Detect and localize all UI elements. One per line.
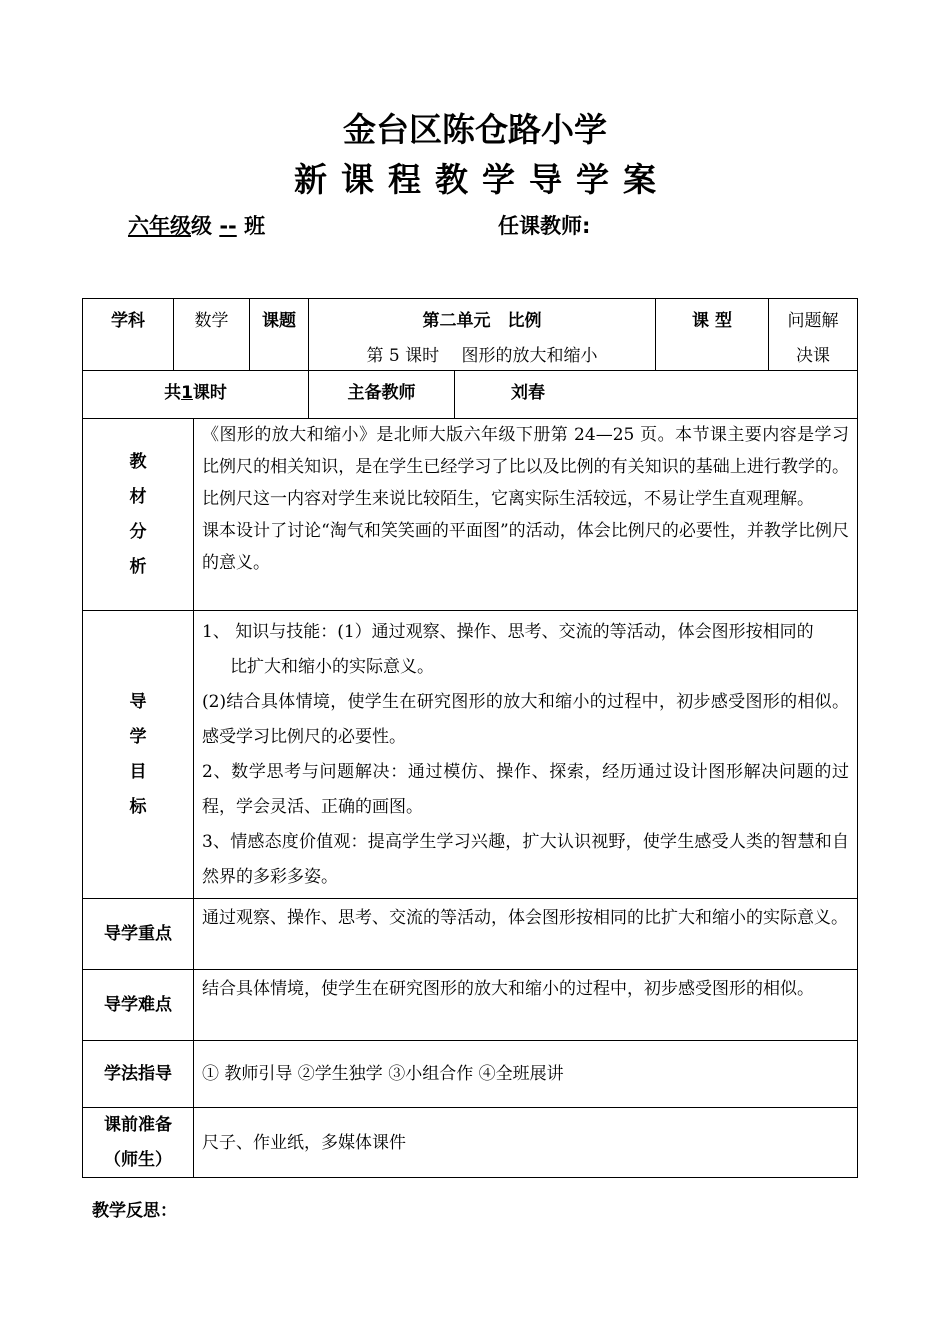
class-label: 班 [244,214,266,238]
grade-class-line [128,210,265,240]
key-points-label: 导学重点 [82,898,194,970]
goals-label [82,610,194,899]
prep-label-line2: （师生） [104,1149,172,1170]
goal-item: 2、数学思考与问题解决：通过模仿、操作、探索，经历通过设计图形解决问题的过程，学会灵活、正确的画图。 [202,762,849,817]
teacher-label: 任课教师: [498,214,591,238]
key-points-text: 通过观察、操作、思考、交流的等活动，体会图形按相同的比扩大和缩小的实际意义。 [193,898,858,970]
goal-item: (2)结合具体情境，使学生在研究图形的放大和缩小的过程中，初步感受图形的相似。感受学习比例尺的必要性。 [202,692,849,747]
difficulties-label: 导学难点 [82,969,194,1041]
topic-lesson: 第 5 课时 图形的放大和缩小 [366,346,598,366]
analysis-text [193,418,858,611]
document-title: 新课程教学导学案 [294,160,670,199]
grade-suffix: 级 [191,214,212,238]
reflection-label: 教学反思： [92,1201,177,1221]
lesson-plan-table [82,298,858,1178]
goals-label-char: 导 [129,691,147,712]
analysis-label-char: 析 [129,556,147,577]
type-value-line1: 问题解 [787,311,839,331]
subject-value: 数学 [173,298,250,371]
type-label: 课 型 [655,298,769,371]
analysis-paragraph: 《图形的放大和缩小》是北师大版六年级下册第 24—25 页。本节课主要内容是学习比例尺的相关知识，是在学生已经学习了比以及比例的有关知识的基础上进行教学的。比例尺这一内容对学生来说比较陌生，它离实际生活较远，不易让学生直观理解。 [202,425,849,509]
analysis-label [82,418,194,611]
goal-item: 3、情感态度价值观：提高学生学习兴趣，扩大认识视野，使学生感受人类的智慧和自然界的多彩多姿。 [202,832,849,887]
goals-label-char: 学 [129,726,147,747]
methods-label: 学法指导 [82,1040,194,1108]
hours-cell [82,370,309,419]
analysis-label-char: 材 [129,486,147,507]
methods-text: ① 教师引导 ②学生独学 ③小组合作 ④全班展讲 [193,1040,858,1108]
grade-value: 六年级 [128,214,191,238]
analysis-label-char: 教 [129,451,147,472]
goals-label-char: 目 [129,761,147,782]
analysis-paragraph: 课本设计了讨论“淘气和笑笑画的平面图”的活动，体会比例尺的必要性，并教学比例尺的意义。 [202,521,849,573]
hours-number: 1 [181,383,193,403]
hours-suffix: 课时 [192,383,227,403]
hours-prefix: 共 [164,383,182,403]
type-value [768,298,858,371]
school-title: 金台区陈仓路小学 [343,110,607,149]
topic-cell [308,298,656,371]
prep-label-line1: 课前准备 [104,1114,172,1135]
main-teacher-value: 刘春 [454,370,858,419]
goals-label-char: 标 [129,796,147,817]
goal-item-continued: 比扩大和缩小的实际意义。 [230,657,434,677]
topic-label: 课题 [249,298,309,371]
topic-unit: 第二单元 比例 [422,311,542,331]
class-blank: -- [219,214,237,238]
goals-text [193,610,858,899]
type-value-line2: 决课 [796,346,830,366]
prep-label [82,1107,194,1178]
subject-label: 学科 [82,298,174,371]
analysis-label-char: 分 [129,521,147,542]
goal-item: 1、 知识与技能：(1）通过观察、操作、思考、交流的等活动，体会图形按相同的 [202,622,814,642]
difficulties-text: 结合具体情境，使学生在研究图形的放大和缩小的过程中，初步感受图形的相似。 [193,969,858,1041]
main-teacher-label: 主备教师 [308,370,455,419]
prep-text: 尺子、作业纸，多媒体课件 [193,1107,858,1178]
